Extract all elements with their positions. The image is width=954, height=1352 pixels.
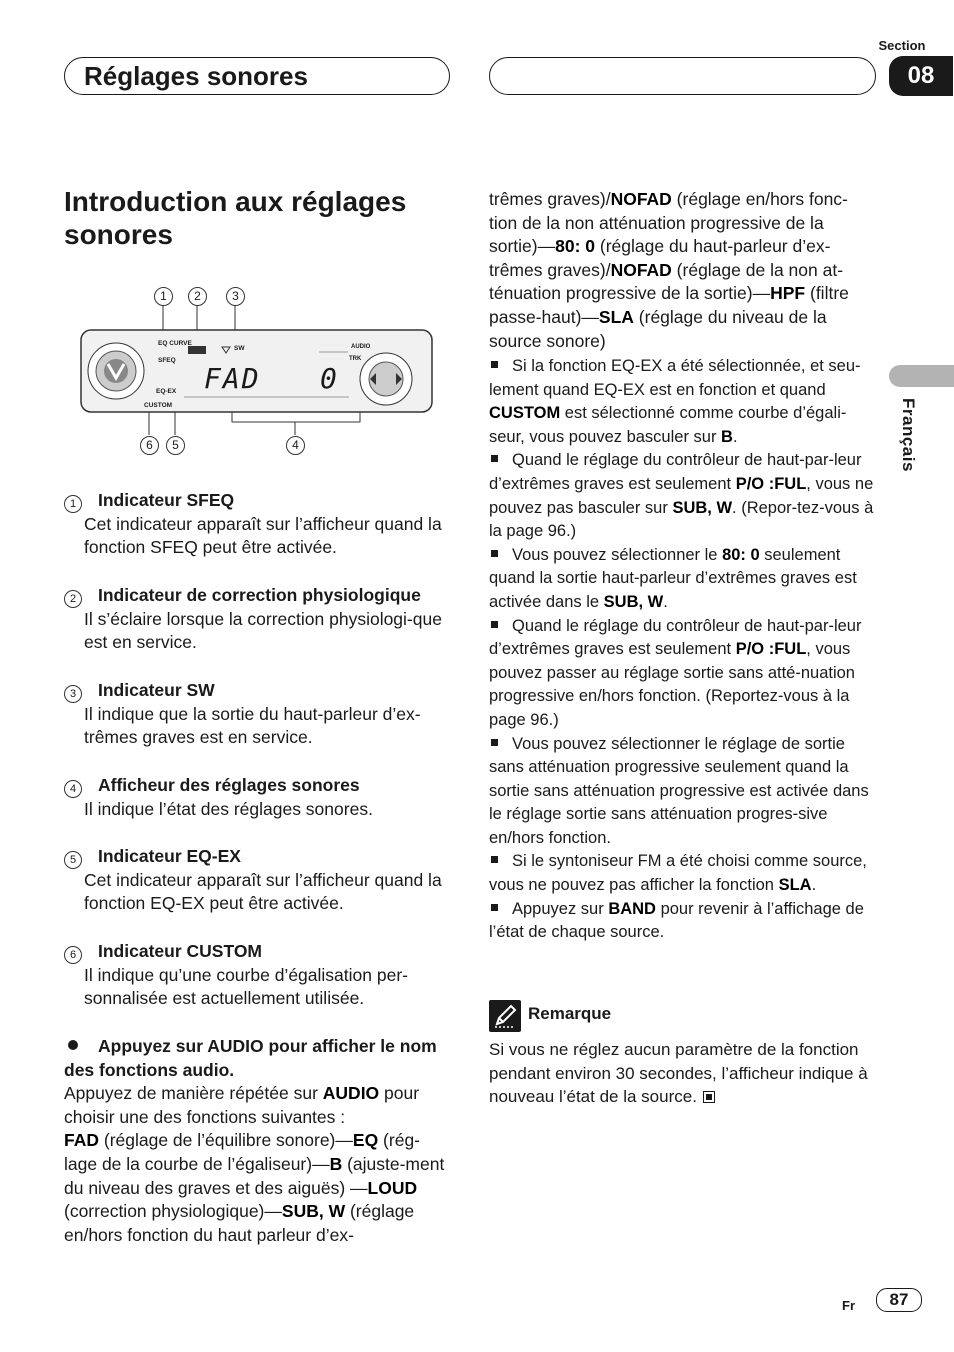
custom-label: CUSTOM [144, 402, 173, 409]
note-item: Appuyez sur BAND pour revenir à l’affichage de l’état de chaque source. [489, 899, 864, 942]
step-heading: Appuyez sur AUDIO pour afficher le nom des fonctions audio. [64, 1036, 437, 1080]
page-number: 87 [876, 1288, 922, 1312]
note-item: Quand le réglage du contrôleur de haut-par-leur d’extrêmes graves est seulement P/O :FUL, vous pouvez passer au réglage sortie sans atté-nuation progressive en/hors fonction. (Reportez-vous à la page 96.) [489, 616, 862, 729]
page-title: Introduction aux réglages sonores [64, 186, 407, 250]
display-function-text: FAD [204, 362, 261, 395]
item-number: 1 [64, 495, 82, 513]
item-body: Il indique qu’une courbe d’égalisation per-sonnalisée est actuellement utilisée. [84, 964, 408, 1009]
item-number: 3 [64, 685, 82, 703]
square-bullet-icon [491, 455, 498, 462]
item-loudness [64, 584, 449, 655]
end-mark-icon [703, 1091, 715, 1103]
item-custom [64, 940, 449, 1011]
callout-1: 1 [154, 287, 173, 306]
square-bullet-icon [491, 739, 498, 746]
bullet-dot [68, 1040, 78, 1050]
item-number: 5 [64, 851, 82, 869]
item-sound-display [64, 774, 449, 821]
trk-label: TRK [349, 356, 362, 362]
sfeq-label: SFEQ [158, 357, 176, 364]
section-label: Section [878, 38, 926, 53]
note-pencil-icon [489, 1000, 521, 1032]
callout-6: 6 [140, 436, 159, 455]
item-sfeq [64, 489, 449, 560]
item-eq-ex [64, 845, 449, 916]
header-title: Réglages sonores [84, 61, 308, 91]
square-bullet-icon [491, 550, 498, 557]
display-value-text: 0 [320, 362, 337, 395]
item-number: 4 [64, 780, 82, 798]
notes-list [489, 355, 876, 945]
item-sw [64, 679, 449, 750]
function-list-continued: trêmes graves)/NOFAD (réglage en/hors fonc-tion de la non atténuation progressive de la sortie)—80: 0 (réglage du haut-parleur d’ex-trêmes graves)/NOFAD (réglage de la non at-ténuation progressive de la sortie)—HPF (filtre passe-haut)—SLA (réglage du niveau de la source sonore) [489, 189, 849, 351]
side-tab [889, 365, 954, 387]
item-title: Indicateur SFEQ [98, 490, 235, 510]
item-title: Afficheur des réglages sonores [98, 775, 360, 795]
item-number: 2 [64, 590, 82, 608]
square-bullet-icon [491, 621, 498, 628]
step-body: Appuyez de manière répétée sur AUDIO pour choisir une des fonctions suivantes : FAD (réglage de l’équilibre sonore)—EQ (rég-lage de la courbe de l’égaliseur)—B (ajuste-ment du niveau des graves et des aiguës) —LOUD (correction physiologique)—SUB, W (réglage en/hors fonction du haut parleur d’ex- [64, 1083, 445, 1245]
step-audio [64, 1035, 449, 1247]
note-item: Si la fonction EQ-EX a été sélectionnée, et seu-lement quand EQ-EX est en fonction et quand CUSTOM est sélectionné comme courbe d’égali-seur, vous pouvez basculer sur B. [489, 357, 861, 446]
eq-ex-label: EQ-EX [156, 388, 177, 395]
section-number: 08 [889, 56, 953, 96]
square-bullet-icon [491, 904, 498, 911]
item-title: Indicateur SW [98, 680, 215, 700]
square-bullet-icon [491, 856, 498, 863]
head-unit-display-diagram [64, 282, 454, 462]
remark-text: Si vous ne réglez aucun paramètre de la fonction pendant environ 30 secondes, l’afficheur indique à nouveau l’état de la source. [489, 1040, 868, 1107]
audio-label: AUDIO [351, 344, 371, 350]
callout-2: 2 [188, 287, 207, 306]
item-body: Il s’éclaire lorsque la correction physiologi-que est en service. [84, 608, 442, 653]
item-title: Indicateur CUSTOM [98, 941, 263, 961]
note-item: Quand le réglage du contrôleur de haut-par-leur d’extrêmes graves est seulement P/O :FUL, vous ne pouvez pas basculer sur SUB, W. (Repor-tez-vous à la page 96.) [489, 451, 874, 541]
header-blank-frame [489, 57, 876, 95]
eq-curve-label: EQ CURVE [158, 340, 192, 347]
footer-language: Fr [842, 1298, 855, 1313]
item-title: Indicateur de correction physiologique [98, 585, 421, 605]
callout-3: 3 [226, 287, 245, 306]
item-body: Il indique l’état des réglages sonores. [84, 798, 373, 819]
item-body: Il indique que la sortie du haut-parleur d’ex-trêmes graves est en service. [84, 703, 421, 748]
note-item: Si le syntoniseur FM a été choisi comme source, vous ne pouvez pas afficher la fonction SLA. [489, 852, 867, 895]
remark-label: Remarque [528, 1004, 612, 1023]
item-body: Cet indicateur apparaît sur l’afficheur quand la fonction SFEQ peut être activée. [84, 513, 442, 558]
callout-4: 4 [286, 436, 305, 455]
callout-5: 5 [166, 436, 185, 455]
item-title: Indicateur EQ-EX [98, 846, 241, 866]
item-body: Cet indicateur apparaît sur l’afficheur quand la fonction EQ-EX peut être activée. [84, 869, 442, 914]
sw-label: SW [234, 345, 245, 352]
side-tab-language: Français [899, 398, 918, 472]
note-item: Vous pouvez sélectionner le 80: 0 seulement quand la sortie haut-parleur d’extrêmes graves est activée dans le SUB, W. [489, 545, 857, 611]
square-bullet-icon [491, 361, 498, 368]
note-item: Vous pouvez sélectionner le réglage de sortie sans atténuation progressive seulement quand la sortie sans atténuation progressive est activée dans le réglage sortie sans atténuation progres-sive en/hors fonction. [489, 734, 869, 847]
item-number: 6 [64, 946, 82, 964]
